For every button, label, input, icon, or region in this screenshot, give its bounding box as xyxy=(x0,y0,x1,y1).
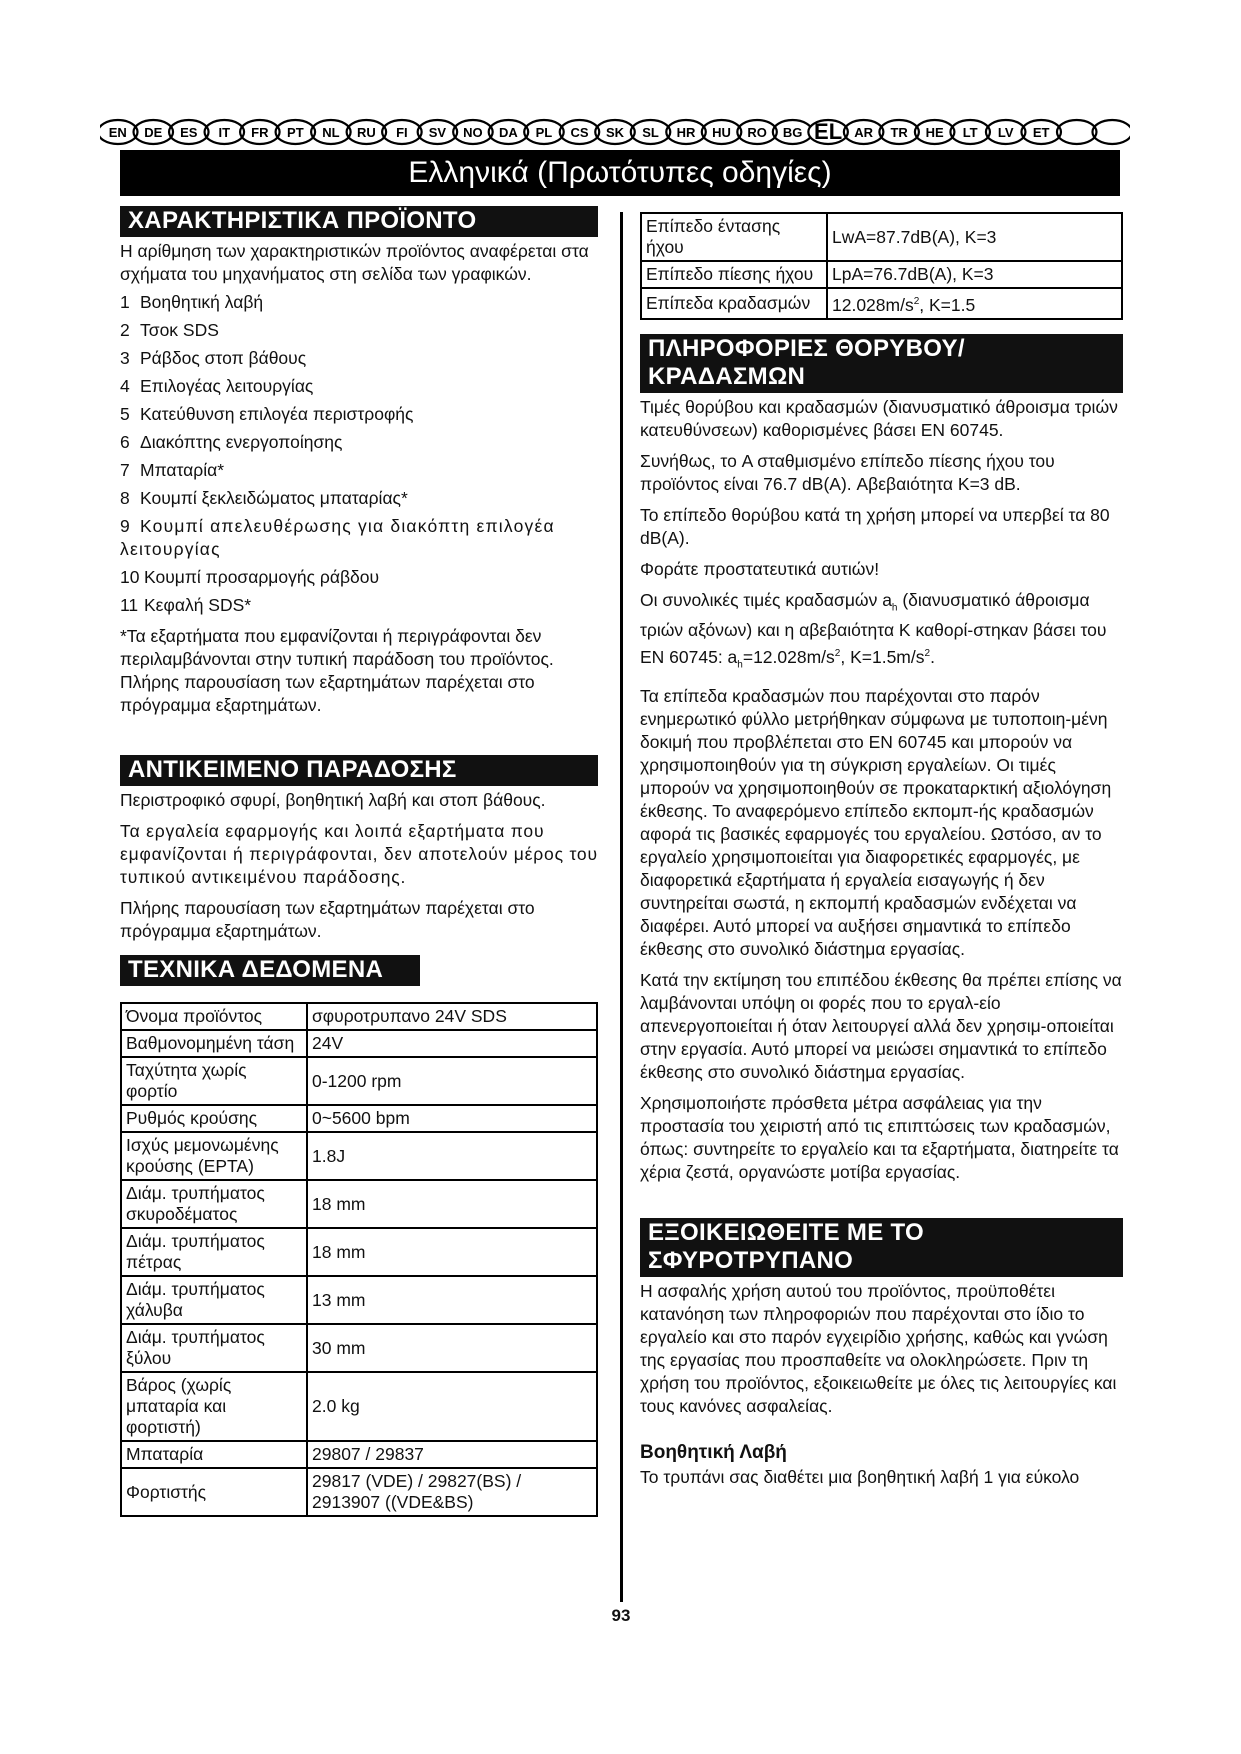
svg-text:SL: SL xyxy=(642,125,659,140)
language-tab-et xyxy=(1021,120,1061,144)
table-row: Βάρος (χωρίς μπαταρία και φορτιστή) 2.0 kg xyxy=(121,1372,597,1441)
table-row: Φορτιστής 29817 (VDE) / 29827(BS) / 2913907 ((VDE&BS) xyxy=(121,1468,597,1516)
table-row: Ισχύς μεμονωμένης κρούσης (EPTA) 1.8J xyxy=(121,1132,597,1180)
delivery-heading: ΑΝΤΙΚΕΙΜΕΝΟ ΠΑΡΑΔΟΣΗΣ xyxy=(120,755,598,786)
delivery-p2: Τα εργαλεία εφαρμογής και λοιπά εξαρτήματα που εμφανίζονται ή περιγράφονται, δεν αποτελούν μέρος του τυπικού αντικειμένου παράδοσης. xyxy=(120,821,598,887)
language-tab-lv xyxy=(986,120,1026,144)
svg-text:ET: ET xyxy=(1032,125,1050,140)
svg-text:NO: NO xyxy=(463,125,483,140)
auxiliary-handle-heading: Βοηθητική Λαβή xyxy=(640,1441,787,1463)
table-row: Επίπεδο έντασης ήχου LwA=87.7dB(A), K=3 xyxy=(641,213,1122,261)
language-tab-pl xyxy=(524,120,564,144)
noise-p7: Κατά την εκτίμηση του επιπέδου έκθεσης θα πρέπει επίσης να λαμβάνονται υπόψη οι φορές που το εργαλ-είο απενεργοποιείται ή όταν λειτουργεί αλλά δεν χρησιμ-οποιείται στην εργασία. Αυτό μπορεί να μειώσει σημαντικά το επίπεδο έκθεσης στο συνολικό διάστημα εργασίας. xyxy=(640,969,1122,1082)
svg-text:CS: CS xyxy=(570,125,589,140)
right-column xyxy=(640,212,1123,1489)
language-tab-el xyxy=(808,119,848,144)
language-tab-es xyxy=(169,120,209,144)
list-item: 10 Κουμπί προσαρμογής ράβδου xyxy=(120,567,380,587)
language-tab-tr xyxy=(879,120,919,144)
table-row: Επίπεδο πίεσης ήχου LpA=76.7dB(A), K=3 xyxy=(641,261,1122,288)
page-number: 93 xyxy=(611,1606,631,1625)
svg-text:FR: FR xyxy=(251,125,269,140)
language-tab-sk xyxy=(595,120,635,144)
delivery-p1: Περιστροφικό σφυρί, βοηθητική λαβή και στοπ βάθους. xyxy=(120,790,546,810)
language-tab-ro xyxy=(737,120,777,144)
language-tab-bg xyxy=(773,120,813,144)
features-accessories-note: Πλήρης παρουσίαση των εξαρτημάτων παρέχεται στο πρόγραμμα εξαρτημάτων. xyxy=(120,672,535,715)
list-item: 5 Κατεύθυνση επιλογέα περιστροφής xyxy=(120,404,414,424)
svg-text:LV: LV xyxy=(997,125,1014,140)
language-tab-pt xyxy=(276,120,316,144)
language-tab-fr xyxy=(240,120,280,144)
features-list xyxy=(120,291,598,617)
language-tab-lt xyxy=(950,120,990,144)
features-heading: ΧΑΡΑΚΤΗΡΙΣΤΙΚΑ ΠΡΟΪΟΝΤΟ xyxy=(120,206,598,237)
features-intro: Η αρίθμηση των χαρακτηριστικών προϊόντος αναφέρεται στα σχήματα του μηχανήματος στη σελίδα των γραφικών. xyxy=(120,241,589,284)
table-row: Ρυθμός κρούσης 0~5600 bpm xyxy=(121,1105,597,1132)
noise-p3: Το επίπεδο θορύβου κατά τη χρήση μπορεί να υπερβεί τα 80 dB(A). xyxy=(640,504,1110,548)
language-tab-no xyxy=(453,120,493,144)
noise-p6: Τα επίπεδα κραδασμών που παρέχονται στο παρόν ενημερωτικό φύλλο μετρήθηκαν σύμφωνα με τυποποιη-μένη δοκιμή που προβλέπεται στο EN 60745 και μπορούν να χρησιμοποιηθούν για τη σύγκριση εργαλείων. Οι τιμές μπορούν να χρησιμοποιηθούν σε προκαταρκτική αξιολόγηση έκθεσης. Το αναφερόμενο επίπεδο εκπομπ-ής κραδασμών αφορά τις βασικές εφαρμογές του εργαλείου. Ωστόσο, αν το εργαλείο χρησιμοποιείται για διαφορετικές εφαρμογές, με διαφορετικά εξαρτήματα ή εργαλεία εισαγωγής ή δεν συντηρείται σωστά, η εκπομπή κραδασμών ενδέχεται να διαφέρει. Αυτό μπορεί να αυξήσει σημαντικά το επίπεδο έκθεσης στο συνολικό διάστημα εργασίας. xyxy=(640,685,1112,959)
svg-text:BG: BG xyxy=(782,125,803,140)
noise-p5: Οι συνολικές τιμές κραδασμών $a_h$ (διανυσματικό άθροισμα τριών αξόνων) και η αβεβαιότητα K καθορί-στηκαν βάσει του EN 60745: $a_h=12.028m/s^2$, $K=1.5m/s^2$. xyxy=(640,589,1107,671)
delivery-p3: Πλήρης παρουσίαση των εξαρτημάτων παρέχεται στο πρόγραμμα εξαρτημάτων. xyxy=(120,898,535,941)
table-row: Όνομα προϊόντος σφυροτρυπανο 24V SDS xyxy=(121,1003,597,1030)
features-note: *Τα εξαρτήματα που εμφανίζονται ή περιγράφονται δεν περιλαμβάνονται στην τυπική παράδοση του προϊόντος. xyxy=(120,626,554,669)
language-tab-cs xyxy=(560,120,600,144)
list-item: 9 Κουμπί απελευθέρωσης για διακόπτη επιλογέα λειτουργίας xyxy=(120,516,555,559)
svg-text:AR: AR xyxy=(854,125,874,140)
table-row: Μπαταρία 29807 / 29837 xyxy=(121,1441,597,1468)
noise-heading: ΠΛΗΡΟΦΟΡΙΕΣ ΘΟΡΥΒΟΥ/ ΚΡΑΔΑΣΜΩΝ xyxy=(640,334,1123,393)
page-title: Ελληνικά (Πρωτότυπες οδηγίες) xyxy=(120,150,1120,196)
table-row: Επίπεδα κραδασμών $12.028m/s^2$, K=1.5 xyxy=(641,288,1122,319)
list-item: 3 Ράβδος στοπ βάθους xyxy=(120,348,307,368)
language-tab-sv xyxy=(418,120,458,144)
language-tab-sl xyxy=(631,120,671,144)
table-row: Διάμ. τρυπήματος σκυροδέματος 18 mm xyxy=(121,1180,597,1228)
svg-text:FI: FI xyxy=(396,125,408,140)
tech-table xyxy=(120,1002,598,1517)
svg-text:NL: NL xyxy=(322,125,340,140)
language-tabs xyxy=(100,115,1130,149)
familiarize-p2: Το τρυπάνι σας διαθέτει μια βοηθητική λαβή 1 για εύκολο xyxy=(640,1466,1080,1487)
svg-text:HE: HE xyxy=(925,125,944,140)
noise-p1: Τιμές θορύβου και κραδασμών (διανυσματικό άθροισμα τριών κατευθύνσεων) καθορισμένες βάσει EN 60745. xyxy=(640,396,1118,440)
svg-text:HR: HR xyxy=(676,125,696,140)
language-tab-hr xyxy=(666,120,706,144)
svg-text:TR: TR xyxy=(890,125,908,140)
language-tab-he xyxy=(915,120,955,144)
language-tab-blank xyxy=(1092,120,1130,144)
list-item: 4 Επιλογέας λειτουργίας xyxy=(120,376,314,396)
noise-p8: Χρησιμοποιήστε πρόσθετα μέτρα ασφάλειας για την προστασία του χειριστή από τις επιπτώσεις των κραδασμών, όπως: συντηρείτε το εργαλείο και τα εξαρτήματα, διατηρείτε τα χέρια ζεστά, οργανώστε μοτίβα εργασίας. xyxy=(640,1092,1119,1182)
language-tab-fi xyxy=(382,120,422,144)
table-row: Διάμ. τρυπήματος χάλυβα 13 mm xyxy=(121,1276,597,1324)
svg-text:LT: LT xyxy=(962,125,978,140)
svg-text:IT: IT xyxy=(218,125,231,140)
svg-text:SV: SV xyxy=(428,125,447,140)
left-column xyxy=(120,206,598,1517)
familiarize-p1: Η ασφαλής χρήση αυτού του προϊόντος, προϋποθέτει κατανόηση των πληροφοριών που παρέχονται στο ίδιο το εργαλείο και στο παρόν εγχειρίδιο χρήσης, καθώς και γνώση της εργασίας που προσπαθείτε να ολοκληρώσετε. Πριν τη χρήση του προϊόντος, εξοικειωθείτε με όλες τις λειτουργίες και τους κανόνες ασφαλείας. xyxy=(640,1280,1117,1416)
language-tab-it xyxy=(205,120,245,144)
language-tab-de xyxy=(134,120,174,144)
svg-text:ES: ES xyxy=(180,125,198,140)
svg-text:HU: HU xyxy=(712,125,731,140)
table-row: Διάμ. τρυπήματος ξύλου 30 mm xyxy=(121,1324,597,1372)
list-item: 1 Βοηθητική λαβή xyxy=(120,292,264,312)
list-item: 11 Κεφαλή SDS* xyxy=(120,595,252,615)
svg-text:DA: DA xyxy=(499,125,518,140)
table-row: Βαθμονομημένη τάση 24V xyxy=(121,1030,597,1057)
noise-p4: Φοράτε προστατευτικά αυτιών! xyxy=(640,558,880,579)
noise-p2: Συνήθως, το A σταθμισμένο επίπεδο πίεσης ήχου του προϊόντος είναι 76.7 dB(A). Αβεβαιότητα K=3 dB. xyxy=(640,450,1055,494)
table-row: Διάμ. τρυπήματος πέτρας 18 mm xyxy=(121,1228,597,1276)
language-tab-hu xyxy=(702,120,742,144)
language-tab-blank xyxy=(1057,120,1097,144)
language-tab-ar xyxy=(844,120,884,144)
familiarize-heading: ΕΞΟΙΚΕΙΩΘΕΙΤΕ ΜΕ ΤΟ ΣΦΥΡΟΤΡΥΠΑΝΟ xyxy=(640,1218,1123,1277)
svg-text:EN: EN xyxy=(108,125,127,140)
list-item: 6 Διακόπτης ενεργοποίησης xyxy=(120,432,343,452)
svg-text:PT: PT xyxy=(287,125,304,140)
list-item: 7 Μπαταρία* xyxy=(120,460,225,480)
svg-text:RO: RO xyxy=(747,125,767,140)
tech-heading: ΤΕΧΝΙΚΑ ΔΕΔΟΜΕΝΑ xyxy=(120,955,420,986)
noise-table xyxy=(640,212,1123,320)
language-tab-nl xyxy=(311,120,351,144)
list-item: 2 Τσοκ SDS xyxy=(120,320,219,340)
list-item: 8 Κουμπί ξεκλειδώματος μπαταρίας* xyxy=(120,488,408,508)
svg-text:SK: SK xyxy=(605,125,625,140)
table-row: Ταχύτητα χωρίς φορτίο 0-1200 rpm xyxy=(121,1057,597,1105)
column-divider xyxy=(620,212,623,1602)
language-tab-ru xyxy=(347,120,387,144)
svg-text:DE: DE xyxy=(144,125,163,140)
svg-text:PL: PL xyxy=(535,125,553,140)
svg-text:RU: RU xyxy=(356,125,376,140)
language-bar xyxy=(100,115,1130,149)
svg-text:EL: EL xyxy=(814,119,843,144)
language-tab-da xyxy=(489,120,529,144)
language-tab-en xyxy=(100,120,138,144)
